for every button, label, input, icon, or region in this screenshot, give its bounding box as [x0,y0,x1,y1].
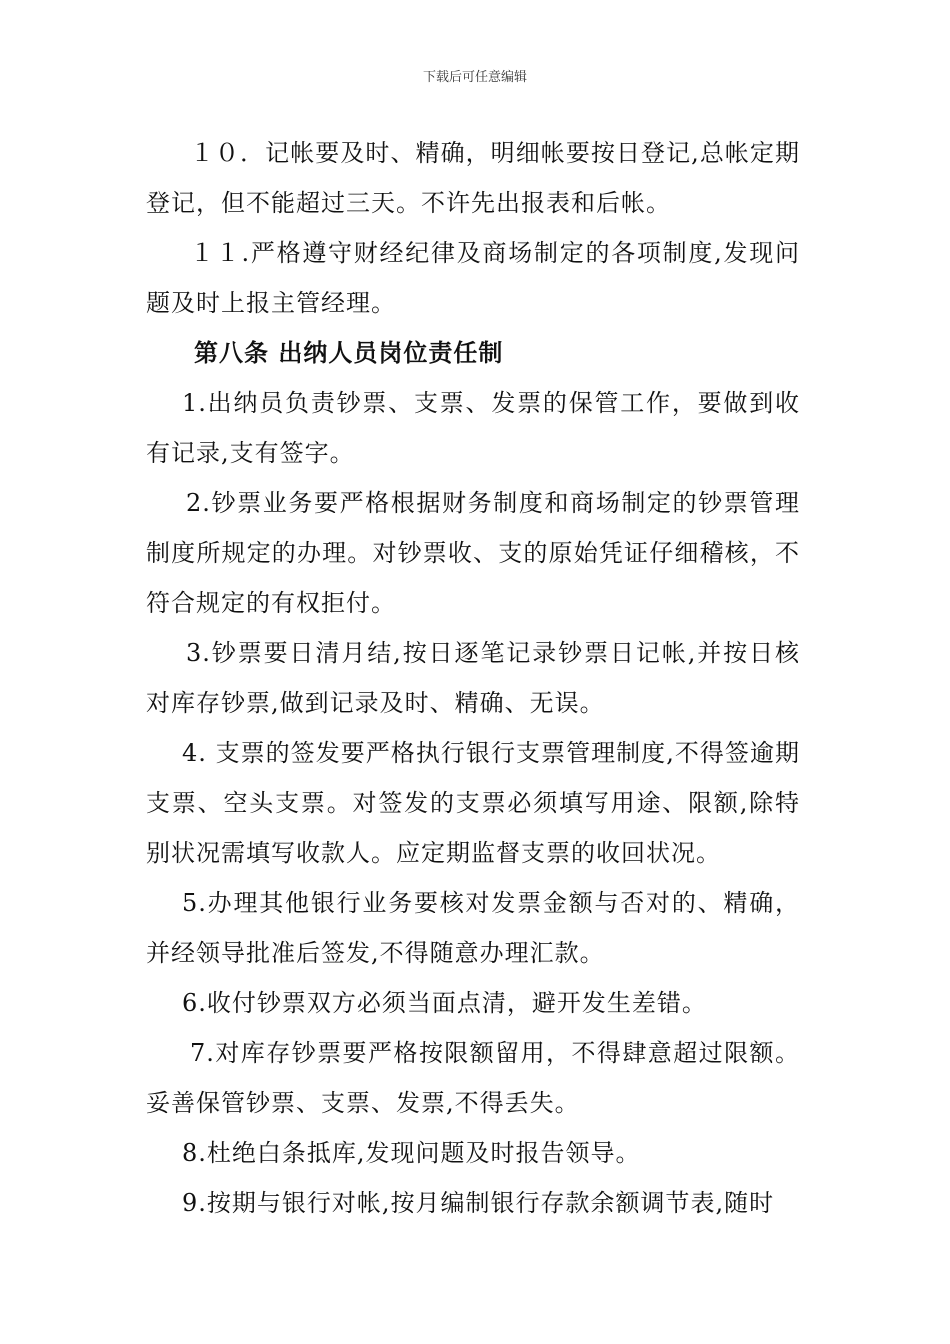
list-item-5: 5.办理其他银行业务要核对发票金额与否对的、精确，并经领导批准后签发,不得随意办理汇款。 [146,889,800,967]
list-item-6: 6.收付钞票双方必须当面点清，避开发生差错。 [182,989,707,1017]
list-item-4: 4. 支票的签发要严格执行银行支票管理制度,不得签逾期支票、空头支票。对签发的支票必须填写用途、限额,除特别状况需填写收款人。应定期监督支票的收回状况。 [146,739,800,867]
list-item-2: 2.钞票业务要严格根据财务制度和商场制定的钞票管理制度所规定的办理。对钞票收、支的原始凭证仔细稽核，不符合规定的有权拒付。 [146,489,800,617]
list-item-1: 1.出纳员负责钞票、支票、发票的保管工作，要做到收有记录,支有签字。 [146,389,800,467]
page-header-note: 下载后可任意编辑 [422,70,527,85]
paragraph-10: １０．记帐要及时、精确，明细帐要按日登记,总帐定期登记，但不能超过三天。不许先出报表和后帐。 [146,139,800,217]
document-body [146,128,800,1228]
list-item-9: 9.按期与银行对帐,按月编制银行存款余额调节表,随时 [182,1189,775,1217]
list-item-8: 8.杜绝白条抵库,发现问题及时报告领导。 [182,1139,641,1167]
list-item-7: 7.对库存钞票要严格按限额留用，不得肆意超过限额。妥善保管钞票、支票、发票,不得丢失。 [146,1039,800,1117]
paragraph-11: １１.严格遵守财经纪律及商场制定的各项制度,发现问题及时上报主管经理。 [146,239,800,317]
section-title: 第八条 出纳人员岗位责任制 [194,339,504,367]
list-item-3: 3.钞票要日清月结,按日逐笔记录钞票日记帐,并按日核对库存钞票,做到记录及时、精确、无误。 [146,639,800,717]
